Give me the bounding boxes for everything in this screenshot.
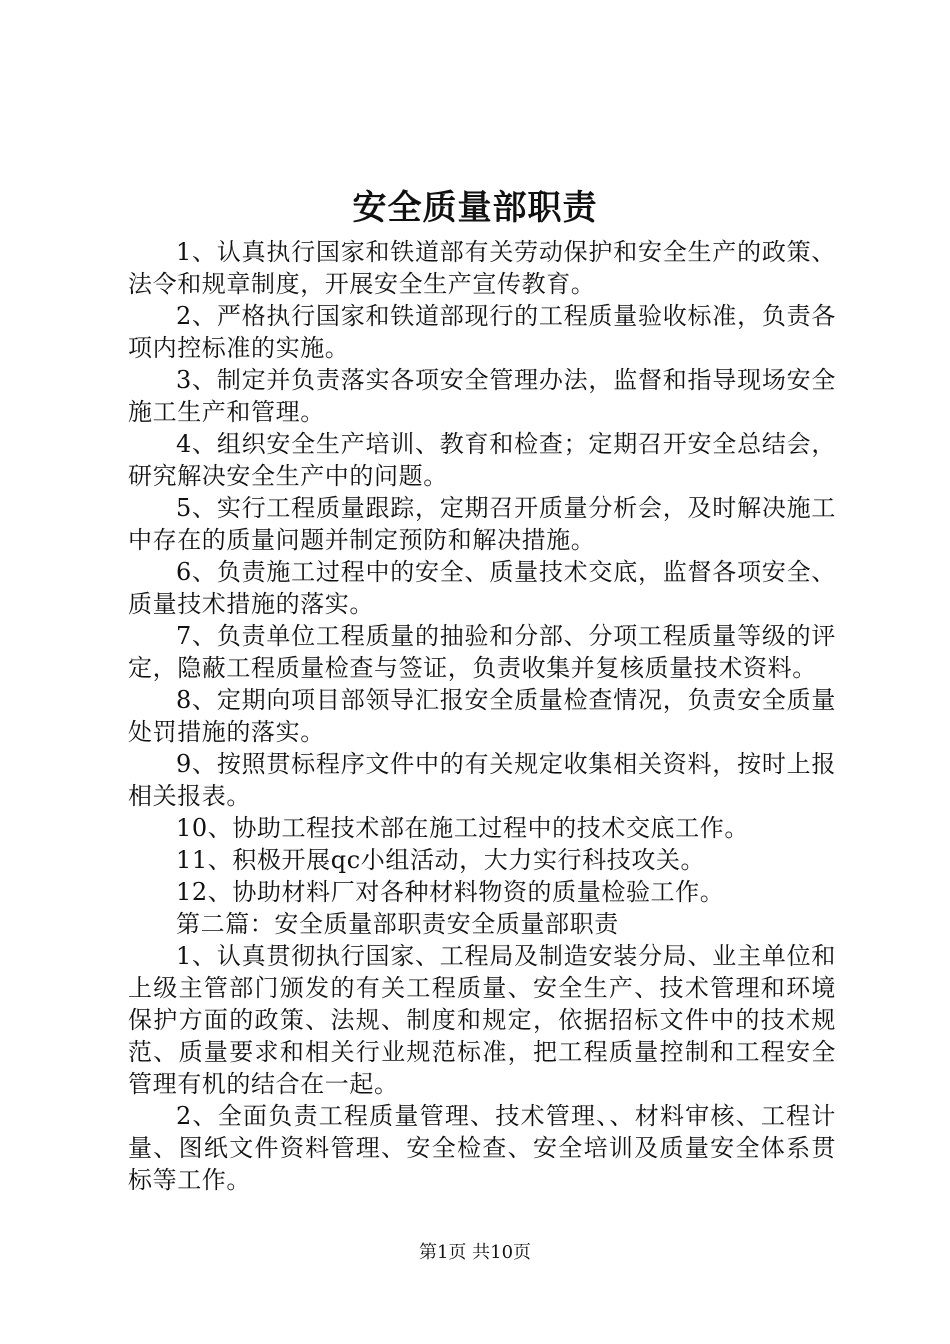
section-heading: 第二篇：安全质量部职责安全质量部职责 <box>176 910 619 938</box>
paragraph: 2、严格执行国家和铁道部现行的工程质量验收标准，负责各项内控标准的实施。 <box>128 302 836 362</box>
paragraph: 1、认真贯彻执行国家、工程局及制造安装分局、业主单位和上级主管部门颁发的有关工程质量、安全生产、技术管理和环境保护方面的政策、法规、制度和规定，依据招标文件中的技术规范、质量要求和相关行业规范标准，把工程质量控制和工程安全管理有机的结合在一起。 <box>128 942 836 1098</box>
paragraph: 1、认真执行国家和铁道部有关劳动保护和安全生产的政策、法令和规章制度，开展安全生产宣传教育。 <box>128 238 836 298</box>
paragraph: 12、协助材料厂对各种材料物资的质量检验工作。 <box>176 878 725 906</box>
paragraph: 8、定期向项目部领导汇报安全质量检查情况，负责安全质量处罚措施的落实。 <box>128 686 836 746</box>
paragraph: 4、组织安全生产培训、教育和检查；定期召开安全总结会，研究解决安全生产中的问题。 <box>128 430 836 490</box>
paragraph: 11、积极开展qc小组活动，大力实行科技攻关。 <box>176 846 706 874</box>
paragraph: 10、协助工程技术部在施工过程中的技术交底工作。 <box>176 814 749 842</box>
paragraph: 7、负责单位工程质量的抽验和分部、分项工程质量等级的评定，隐蔽工程质量检查与签证，负责收集并复核质量技术资料。 <box>128 622 836 682</box>
paragraph: 5、实行工程质量跟踪，定期召开质量分析会，及时解决施工中存在的质量问题并制定预防和解决措施。 <box>128 494 836 554</box>
paragraph: 3、制定并负责落实各项安全管理办法，监督和指导现场安全施工生产和管理。 <box>128 366 836 426</box>
paragraph: 2、全面负责工程质量管理、技术管理、、材料审核、工程计量、图纸文件资料管理、安全检查、安全培训及质量安全体系贯标等工作。 <box>128 1102 836 1194</box>
paragraph: 6、负责施工过程中的安全、质量技术交底，监督各项安全、质量技术措施的落实。 <box>128 558 836 618</box>
document-body <box>128 236 836 1196</box>
page-number-footer: 第1页 共10页 <box>418 1242 532 1263</box>
paragraph: 9、按照贯标程序文件中的有关规定收集相关资料，按时上报相关报表。 <box>128 750 836 810</box>
document-title: 安全质量部职责 <box>352 188 598 228</box>
